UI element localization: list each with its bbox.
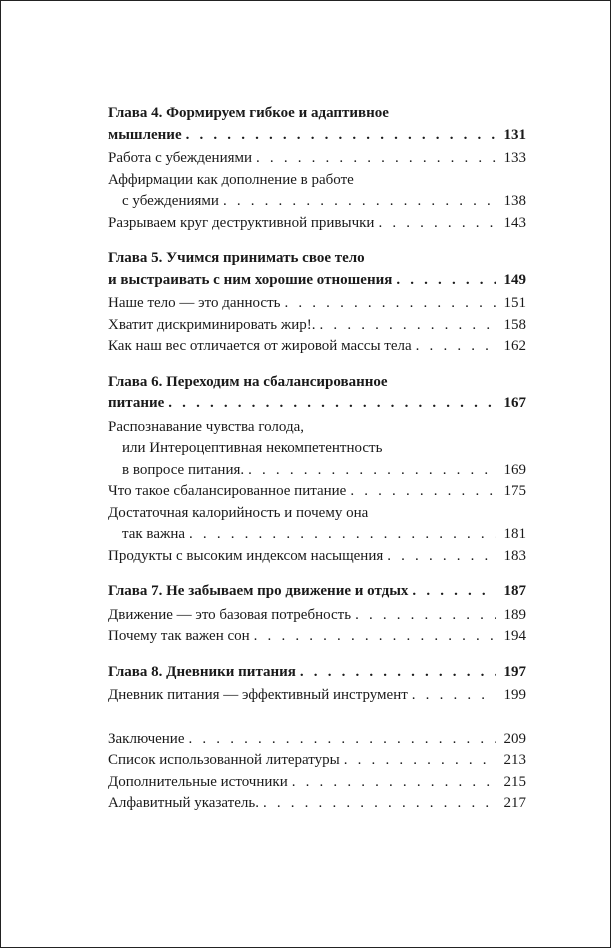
- toc-entry[interactable]: [108, 626, 526, 648]
- dot-leader: [300, 662, 496, 684]
- end-matter-title: Алфавитный указатель.: [108, 795, 259, 811]
- chapter-page-number: 197: [503, 663, 526, 680]
- dot-leader: [378, 213, 496, 235]
- entry-title-text: с убеждениями: [122, 193, 219, 209]
- entry-line: [108, 191, 526, 213]
- toc-entry[interactable]: [108, 148, 526, 170]
- dot-leader: [320, 315, 496, 337]
- entry-line: [108, 605, 526, 627]
- end-matter-title: Дополнительные источники: [108, 773, 288, 790]
- entry-page-number: 158: [503, 316, 526, 333]
- chapter-title-entry: [108, 662, 526, 684]
- entry-line: [108, 685, 526, 707]
- chapter-page-number: 167: [503, 395, 526, 411]
- entry-line: [108, 336, 526, 358]
- entry-page-number: 199: [503, 687, 526, 703]
- chapter-title-entry: [108, 125, 526, 147]
- entry-title-text: Продукты с высоким индексом насыщения: [108, 547, 384, 564]
- dot-leader: [168, 393, 496, 415]
- end-matter-entry[interactable]: [108, 729, 526, 751]
- entry-page-number: 181: [503, 526, 526, 542]
- chapter-title-entry: [108, 581, 526, 603]
- end-matter-title: Список использованной литературы: [108, 752, 340, 768]
- chapter-title-text: и выстраивать с ним хорошие отношения: [108, 271, 393, 288]
- entry-line: [108, 315, 526, 337]
- end-matter-entry[interactable]: [108, 793, 526, 815]
- chapter-title-line: Глава 4. Формируем гибкое и адаптивное: [108, 105, 389, 121]
- toc-entry[interactable]: [108, 213, 526, 235]
- end-matter-page-number: 215: [503, 773, 526, 790]
- toc-entry[interactable]: [108, 170, 526, 213]
- end-matter-entry[interactable]: [108, 750, 526, 772]
- chapter-title-line: Глава 6. Переходим на сбалансированное: [108, 373, 388, 390]
- toc-entry[interactable]: [108, 546, 526, 568]
- entry-page-number: 194: [503, 628, 526, 644]
- entry-line: [108, 293, 526, 315]
- chapter-heading[interactable]: [108, 248, 526, 291]
- entry-page-number: 189: [503, 606, 526, 623]
- end-matter-page-number: 209: [503, 730, 526, 747]
- toc-entry[interactable]: [108, 481, 526, 503]
- chapter-title-entry: [108, 393, 526, 415]
- entry-page-number: 138: [503, 193, 526, 209]
- entry-line: [108, 148, 526, 170]
- chapter-title-text: мышление: [108, 126, 182, 143]
- dot-leader: [256, 148, 496, 170]
- dot-leader: [284, 293, 496, 315]
- chapter-block: [108, 103, 526, 234]
- dot-leader: [186, 125, 496, 147]
- entry-title-line: Распознавание чувства голода,: [108, 418, 305, 435]
- chapter-title-text: Глава 8. Дневники питания: [108, 663, 296, 680]
- chapter-title-text: питание: [108, 395, 165, 411]
- dot-leader: [350, 481, 496, 503]
- dot-leader: [292, 772, 496, 794]
- entry-title-text: Почему так важен сон: [108, 628, 250, 644]
- entry-title-line: Аффирмации как дополнение в работе: [108, 171, 354, 188]
- entry-title-text: Наше тело — это данность: [108, 295, 281, 311]
- entry-line: [108, 460, 526, 482]
- entry-title-line: Достаточная калорийность и почему она: [108, 504, 369, 521]
- dot-leader: [189, 729, 497, 751]
- entry-title-text: Движение — это базовая потребность: [108, 606, 352, 623]
- dot-leader: [355, 605, 496, 627]
- toc-entry[interactable]: [108, 336, 526, 358]
- end-matter: [108, 729, 526, 815]
- chapter-title-entry: [108, 270, 526, 292]
- end-matter-entry[interactable]: [108, 772, 526, 794]
- entry-line: [108, 546, 526, 568]
- entry-title-line: или Интероцептивная некомпетентность: [122, 440, 383, 456]
- chapter-page-number: 187: [503, 583, 526, 599]
- chapter-block: [108, 372, 526, 568]
- chapter-block: [108, 581, 526, 648]
- toc-entry[interactable]: [108, 503, 526, 546]
- entry-title-text: Хватит дискриминировать жир!.: [108, 316, 316, 333]
- end-matter-page-number: 213: [503, 752, 526, 768]
- entry-page-number: 175: [503, 483, 526, 499]
- chapter-heading[interactable]: [108, 662, 526, 684]
- chapter-heading[interactable]: [108, 372, 526, 415]
- toc-entry[interactable]: [108, 315, 526, 337]
- dot-leader: [189, 524, 496, 546]
- entry-line: [108, 626, 526, 648]
- entry-page-number: 162: [503, 338, 526, 354]
- entry-page-number: 169: [503, 461, 526, 478]
- dot-leader: [263, 793, 496, 815]
- table-of-contents: [108, 103, 526, 815]
- dot-leader: [248, 460, 496, 482]
- end-matter-title: Заключение: [108, 730, 185, 747]
- entry-line: [108, 524, 526, 546]
- entry-page-number: 151: [503, 295, 526, 311]
- chapter-page-number: 131: [503, 126, 526, 143]
- end-matter-page-number: 217: [503, 795, 526, 811]
- entry-page-number: 143: [503, 214, 526, 231]
- entry-title-text: Как наш вес отличается от жировой массы тела: [108, 338, 412, 354]
- chapter-heading[interactable]: [108, 581, 526, 603]
- chapter-page-number: 149: [503, 271, 526, 288]
- entry-line: [108, 481, 526, 503]
- entry-page-number: 133: [503, 150, 526, 166]
- dot-leader: [416, 336, 496, 358]
- dot-leader: [344, 750, 496, 772]
- entry-title-text: Что такое сбалансированное питание: [108, 483, 347, 499]
- entry-title-text: Работа с убеждениями: [108, 150, 253, 166]
- entry-title-text: так важна: [122, 526, 186, 542]
- toc-entry[interactable]: [108, 605, 526, 627]
- dot-leader: [396, 270, 496, 292]
- toc-entry[interactable]: [108, 417, 526, 482]
- entry-page-number: 183: [503, 547, 526, 564]
- chapter-heading[interactable]: [108, 103, 526, 146]
- dot-leader: [412, 685, 496, 707]
- chapter-block: [108, 662, 526, 707]
- entry-title-text: Разрываем круг деструктивной привычки: [108, 214, 375, 231]
- toc-entry[interactable]: [108, 685, 526, 707]
- chapter-title-line: Глава 5. Учимся принимать свое тело: [108, 250, 365, 266]
- dot-leader: [254, 626, 496, 648]
- entry-title-text: в вопросе питания.: [122, 461, 245, 478]
- dot-leader: [223, 191, 496, 213]
- chapter-title-text: Глава 7. Не забываем про движение и отдых: [108, 583, 409, 599]
- dot-leader: [387, 546, 496, 568]
- entry-line: [108, 213, 526, 235]
- dot-leader: [412, 581, 496, 603]
- entry-title-text: Дневник питания — эффективный инструмент: [108, 687, 408, 703]
- toc-entry[interactable]: [108, 293, 526, 315]
- chapter-block: [108, 248, 526, 358]
